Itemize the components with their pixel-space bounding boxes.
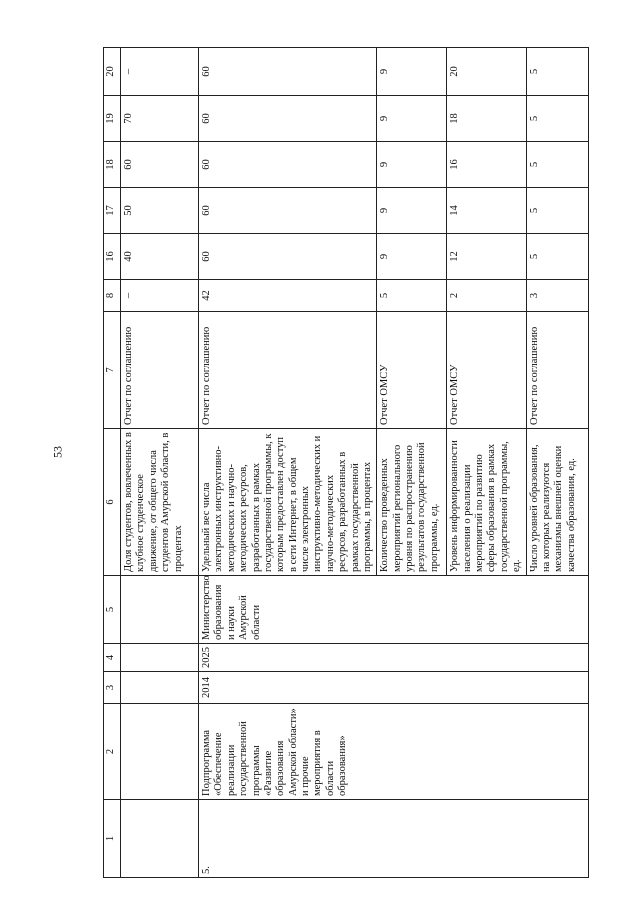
indicator-cell: Доля студентов, вовлеченных в клубное студенческое движение, от общего числа студентов Амурской области, в процентах (121, 429, 199, 576)
col-header: 17 (104, 188, 121, 234)
value-cell: 50 (121, 188, 199, 234)
indicator-cell: Число уровней образования, на которых реализуются механизмы внешней оценки качества образования, ед. (526, 429, 588, 576)
value-cell: 14 (447, 188, 526, 234)
rotated-table-wrapper (103, 48, 577, 878)
value-cell: – (121, 48, 199, 96)
col-header: 7 (104, 312, 121, 429)
col-header: 2 (104, 704, 121, 800)
value-cell: 9 (377, 48, 447, 96)
value-cell: 18 (447, 96, 526, 142)
program-number: 5. (199, 800, 589, 878)
indicator-cell: Количество проведенных мероприятий регионального уровня по распространению результатов государственной программы, ед. (377, 429, 447, 576)
value-cell: 40 (121, 234, 199, 280)
value-cell: 3 (526, 280, 588, 312)
col-header: 19 (104, 96, 121, 142)
value-cell: 9 (377, 142, 447, 188)
value-cell: – (121, 280, 199, 312)
col-header: 18 (104, 142, 121, 188)
value-cell: 60 (199, 188, 377, 234)
program-end-year: 2025 (199, 644, 589, 672)
value-cell: 60 (199, 234, 377, 280)
col-header: 8 (104, 280, 121, 312)
col-header: 1 (104, 800, 121, 878)
col-header: 3 (104, 672, 121, 704)
header-row (104, 48, 121, 878)
col-header: 4 (104, 644, 121, 672)
value-cell: 2 (447, 280, 526, 312)
value-cell: 60 (199, 142, 377, 188)
indicators-table (103, 47, 589, 878)
value-cell: 5 (526, 234, 588, 280)
page-number: 53 (50, 446, 65, 458)
indicator-cell: Удельный вес числа электронных инструктивно-методических и научно-методических ресурсов, разработанных в рамках государственной программы, к которым предоставлен доступ в сети Интернет, в общем числе электронных инструктивно-методических и научно-методических ресурсов, разработанных в рамках государственной программы, в процентах (199, 429, 377, 576)
col-header: 16 (104, 234, 121, 280)
value-cell: 70 (121, 96, 199, 142)
indicator-cell: Уровень информированности населения о реализации мероприятий по развитию сферы образования в рамках государственной программы, ед. (447, 429, 526, 576)
source-cell: Отчет ОМСУ (447, 312, 526, 429)
table-row (199, 48, 377, 878)
value-cell: 5 (377, 280, 447, 312)
col-header: 20 (104, 48, 121, 96)
col-header: 5 (104, 576, 121, 644)
program-start-year: 2014 (199, 672, 589, 704)
value-cell: 9 (377, 234, 447, 280)
source-cell: Отчет по соглашению (199, 312, 377, 429)
program-executor: Министерство образования и науки Амурской области (199, 576, 589, 644)
col-header: 6 (104, 429, 121, 576)
value-cell: 42 (199, 280, 377, 312)
value-cell: 60 (199, 48, 377, 96)
value-cell: 5 (526, 142, 588, 188)
value-cell: 60 (121, 142, 199, 188)
value-cell: 12 (447, 234, 526, 280)
value-cell: 5 (526, 96, 588, 142)
value-cell: 9 (377, 188, 447, 234)
program-name: Подпрограмма «Обеспечение реализации государственной программы «Развитие образования Амурской области» и прочие мероприятия в области образования» (199, 704, 589, 800)
value-cell: 20 (447, 48, 526, 96)
value-cell: 5 (526, 48, 588, 96)
source-cell: Отчет по соглашению (526, 312, 588, 429)
source-cell: Отчет ОМСУ (377, 312, 447, 429)
value-cell: 60 (199, 96, 377, 142)
table-row (121, 48, 199, 878)
value-cell: 16 (447, 142, 526, 188)
value-cell: 9 (377, 96, 447, 142)
value-cell: 5 (526, 188, 588, 234)
source-cell: Отчет по соглашению (121, 312, 199, 429)
